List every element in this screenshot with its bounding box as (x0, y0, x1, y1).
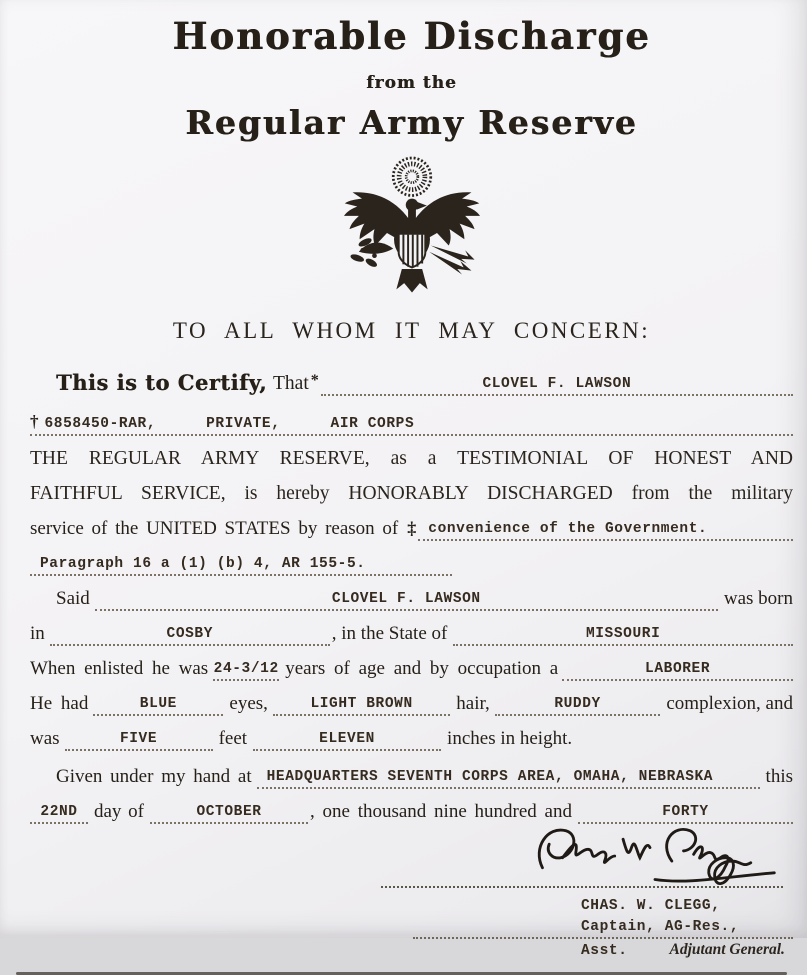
given-at-row (30, 751, 793, 789)
reason-prefix-label: service of the UNITED STATES by reason of (30, 518, 399, 539)
double-dagger-mark: ‡ (407, 518, 417, 538)
height-row (30, 716, 793, 751)
great-seal-eagle-icon (326, 148, 498, 304)
day-of-label: day of (94, 801, 145, 822)
certify-that-label: That (273, 373, 309, 394)
officer-rank: Captain, AG-Res., (581, 919, 740, 935)
age-field: 24-3/12 (213, 661, 279, 681)
eyes-label: eyes, (229, 693, 268, 714)
said-label: Said (56, 588, 90, 609)
officer-name: CHAS. W. CLEGG, (581, 898, 721, 914)
soldier-name-field: CLOVEL F. LAWSON (321, 376, 793, 396)
birth-city-field: COSBY (50, 626, 330, 646)
state-of-label: , in the State of (331, 623, 448, 644)
hair-label: hair, (456, 693, 490, 714)
title-honorable-discharge: Honorable Discharge (172, 14, 651, 58)
eye-color-field: BLUE (93, 696, 223, 716)
year-prefix-label: , one thousand nine hundred and (310, 801, 572, 822)
rank-value: PRIVATE, (206, 416, 281, 432)
asterisk-mark: * (310, 372, 319, 389)
body-line-1: THE REGULAR ARMY RESERVE, as a TESTIMONIAL OF HONEST AND (30, 448, 793, 469)
hair-color-field: LIGHT BROWN (273, 696, 450, 716)
paragraph-reference-field: Paragraph 16 a (1) (b) 4, AR 155-5. (30, 556, 452, 576)
body-line-3 (30, 506, 793, 541)
he-had-label: He had (30, 693, 89, 714)
day-field: 22ND (30, 804, 88, 824)
dagger-mark: † (30, 412, 39, 431)
features-row (30, 681, 793, 716)
year-field: FORTY (578, 804, 793, 824)
complexion-field: RUDDY (495, 696, 661, 716)
inches-label: inches in height. (447, 728, 573, 749)
enlistment-age-row (30, 646, 793, 681)
body-line-2: FAITHFUL SERVICE, is hereby HONORABLY DISCHARGED from the military (30, 483, 793, 504)
salutation-line: TO ALL WHOM IT MAY CONCERN: (172, 318, 651, 343)
birthplace-row (30, 611, 793, 646)
paragraph-reference-row (30, 541, 793, 576)
branch-value: AIR CORPS (330, 416, 415, 432)
title-from-the: from the (366, 73, 457, 93)
was-label: was (30, 728, 60, 749)
said-name-row (30, 576, 793, 611)
officer-rank-row (413, 917, 793, 939)
seal-container (30, 148, 793, 306)
signature-typed-block (381, 898, 793, 961)
said-name-field: CLOVEL F. LAWSON (95, 591, 718, 611)
title-regular-army-reserve: Regular Army Reserve (185, 103, 638, 142)
asst-label: Asst. (581, 943, 628, 959)
month-field: OCTOBER (150, 804, 308, 824)
this-label: this (765, 766, 793, 787)
enlist-prefix-label: When enlisted he was (30, 658, 209, 679)
in-label: in (30, 623, 45, 644)
headquarters-field: HEADQUARTERS SEVENTH CORPS AREA, OMAHA, NEBRASKA (257, 769, 760, 789)
complexion-label: complexion, and (666, 693, 793, 714)
signature-area (381, 834, 793, 894)
discharge-reason-field: convenience of the Government. (418, 521, 793, 541)
serial-rank-branch-row (30, 396, 793, 436)
officer-title-row (581, 941, 793, 961)
given-prefix-label: Given under my hand at (56, 766, 252, 787)
serial-number-value: 6858450-RAR, (44, 416, 157, 432)
adjutant-general-label: Adjutant General. (669, 941, 785, 958)
was-born-label: was born (723, 588, 793, 609)
birth-state-field: MISSOURI (453, 626, 793, 646)
certify-row (30, 358, 793, 396)
feet-label: feet (218, 728, 248, 749)
height-inches-field: ELEVEN (253, 731, 441, 751)
handwritten-signature-icon (529, 814, 781, 898)
enlist-mid-label: years of age and by occupation a (285, 658, 559, 679)
certificate-form (30, 358, 793, 824)
occupation-field: LABORER (562, 661, 793, 681)
certify-label: This is to Certify, (56, 370, 267, 395)
document-header (30, 14, 793, 142)
height-feet-field: FIVE (65, 731, 213, 751)
